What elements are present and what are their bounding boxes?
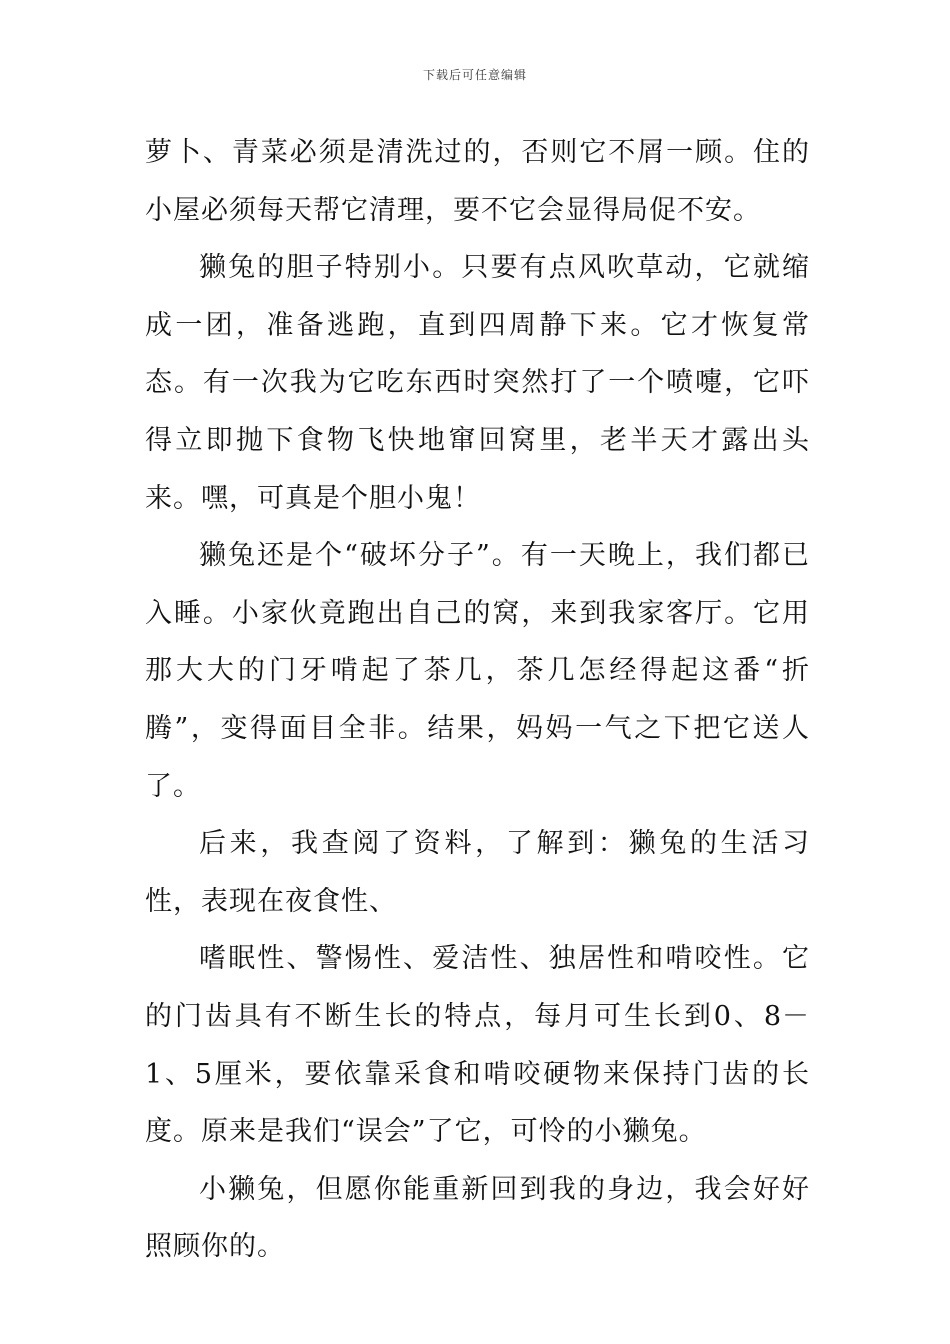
paragraph-5: 嗜眠性、警惕性、爱洁性、独居性和啃咬性。它的门齿具有不断生长的特点，每月可生长到0、8－1、5厘米，要依靠采食和啃咬硬物来保持门齿的长度。原来是我们“误会”了它，可怜的小獭兔。 <box>145 943 810 1148</box>
paragraph-6: 小獭兔，但愿你能重新回到我的身边，我会好好照顾你的。 <box>145 1173 810 1263</box>
paragraph-2: 獭兔的胆子特别小。只要有点风吹草动，它就缩成一团，准备逃跑，直到四周静下来。它才恢复常态。有一次我为它吃东西时突然打了一个喷嚏，它吓得立即抛下食物飞快地窜回窝里，老半天才露出头来。嘿，可真是个胆小鬼！ <box>145 252 810 514</box>
paragraph-3: 獭兔还是个“破坏分子”。有一天晚上，我们都已入睡。小家伙竟跑出自己的窝，来到我家客厅。它用那大大的门牙啃起了茶几，茶几怎经得起这番“折腾”，变得面目全非。结果，妈妈一气之下把它送人了。 <box>145 540 810 802</box>
paragraph-1: 萝卜、青菜必须是清洗过的，否则它不屑一顾。住的小屋必须每天帮它清理，要不它会显得局促不安。 <box>145 137 810 226</box>
page-header: 下载后可任意编辑 <box>422 68 527 82</box>
paragraph-4: 后来，我查阅了资料，了解到：獭兔的生活习性，表现在夜食性、 <box>145 828 810 917</box>
document-body <box>145 124 810 1276</box>
